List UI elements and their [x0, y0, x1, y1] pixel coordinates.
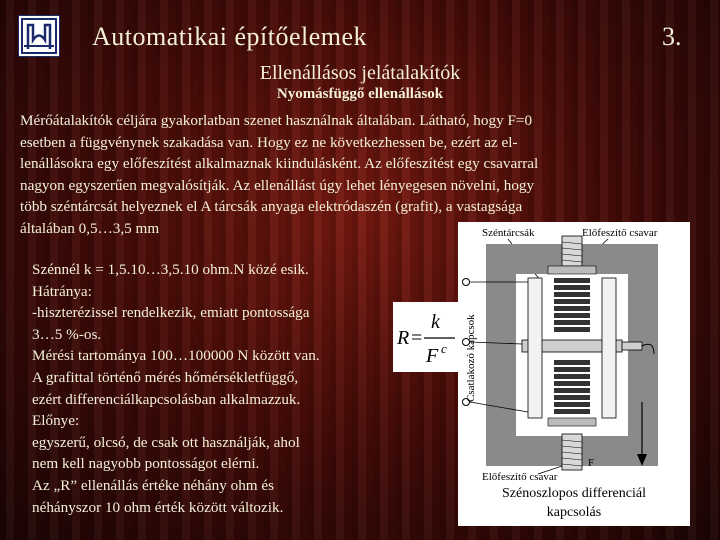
bridge-logo-icon [19, 16, 59, 56]
formula-equals: = [411, 327, 423, 349]
subtitle: Ellenállásos jelátalakítók [259, 62, 461, 84]
caption-line: Szénoszlopos differenciál [502, 486, 646, 501]
intro-line: több széntárcsát helyeznek el A tárcsák anyaga elektródaszén (grafit), a vastagsága [20, 198, 523, 216]
carbon-pile-figure [458, 222, 690, 526]
label-connection-terminals: Csatlakozó kapcsok [465, 314, 477, 402]
list-item: néhányszor 10 ohm érték között változik. [32, 498, 284, 516]
list-item: Mérési tartománya 100…100000 N között van. [32, 347, 320, 365]
formula-exponent: c [441, 341, 447, 356]
list-item: Szénnél k = 1,5.10…3,5.10 ohm.N közé esik. [32, 261, 309, 278]
disc-stack-lower [554, 360, 590, 414]
housing-frame [486, 244, 658, 466]
page-title: Automatikai építőelemek [92, 22, 368, 51]
intro-line: általában 0,5…3,5 mm [20, 219, 160, 237]
figure-caption [466, 484, 682, 522]
section-title: Nyomásfüggő ellenállások [276, 86, 444, 102]
list-item: 3…5 %-os. [32, 325, 102, 343]
label-carbon-discs: Széntárcsák [482, 227, 535, 239]
formula-lhs: R [397, 327, 410, 349]
slide-number: 3. [662, 22, 682, 51]
intro-paragraph [20, 110, 700, 240]
list-item: -hiszterézissel rendelkezik, emiatt pontossága [32, 304, 310, 322]
label-preload-screw-bottom: Előfeszítő csavar [482, 471, 558, 483]
formula-numerator: k [431, 311, 440, 333]
list-item: Hátránya: [32, 282, 92, 300]
list-item: egyszerű, olcsó, de csak ott használják, ahol [32, 433, 300, 451]
list-item: nem kell nagyobb pontosságot elérni. [32, 455, 260, 473]
list-item: ezért differenciálkapcsolásban alkalmazzuk. [32, 390, 301, 408]
logo [18, 15, 60, 57]
carbon-pile-diagram [458, 222, 690, 526]
list-item: Előnye: [32, 412, 80, 430]
resistance-formula [393, 302, 463, 372]
intro-line: nagyon egyszerűen megvalósítják. Az ellenállást úgy lehet lényegesen növelni, hogy [20, 176, 535, 194]
formula-graphic [393, 302, 463, 372]
properties-list [32, 259, 382, 518]
list-item: Az „R” ellenállás értéke néhány ohm és [32, 476, 275, 494]
label-force: F [588, 457, 595, 469]
label-preload-screw-top: Előfeszítő csavar [582, 227, 658, 239]
intro-line: esetben a függvénynek szakadása van. Hogy ez ne következhessen be, ezért az el- [20, 133, 518, 151]
list-item: A grafittal történő mérés hőmérsékletfüggő, [32, 368, 299, 386]
disc-stack-upper [554, 278, 590, 332]
formula-denominator: F [426, 345, 439, 367]
intro-line: Mérőátalakítók céljára gyakorlatban szenet használnak általában. Látható, hogy F=0 [20, 112, 533, 129]
intro-line: lenállásokra egy előfeszítést alkalmaznak kiindulásként. Az előfeszítést egy csavarral [20, 155, 539, 173]
caption-line: kapcsolás [546, 505, 602, 520]
